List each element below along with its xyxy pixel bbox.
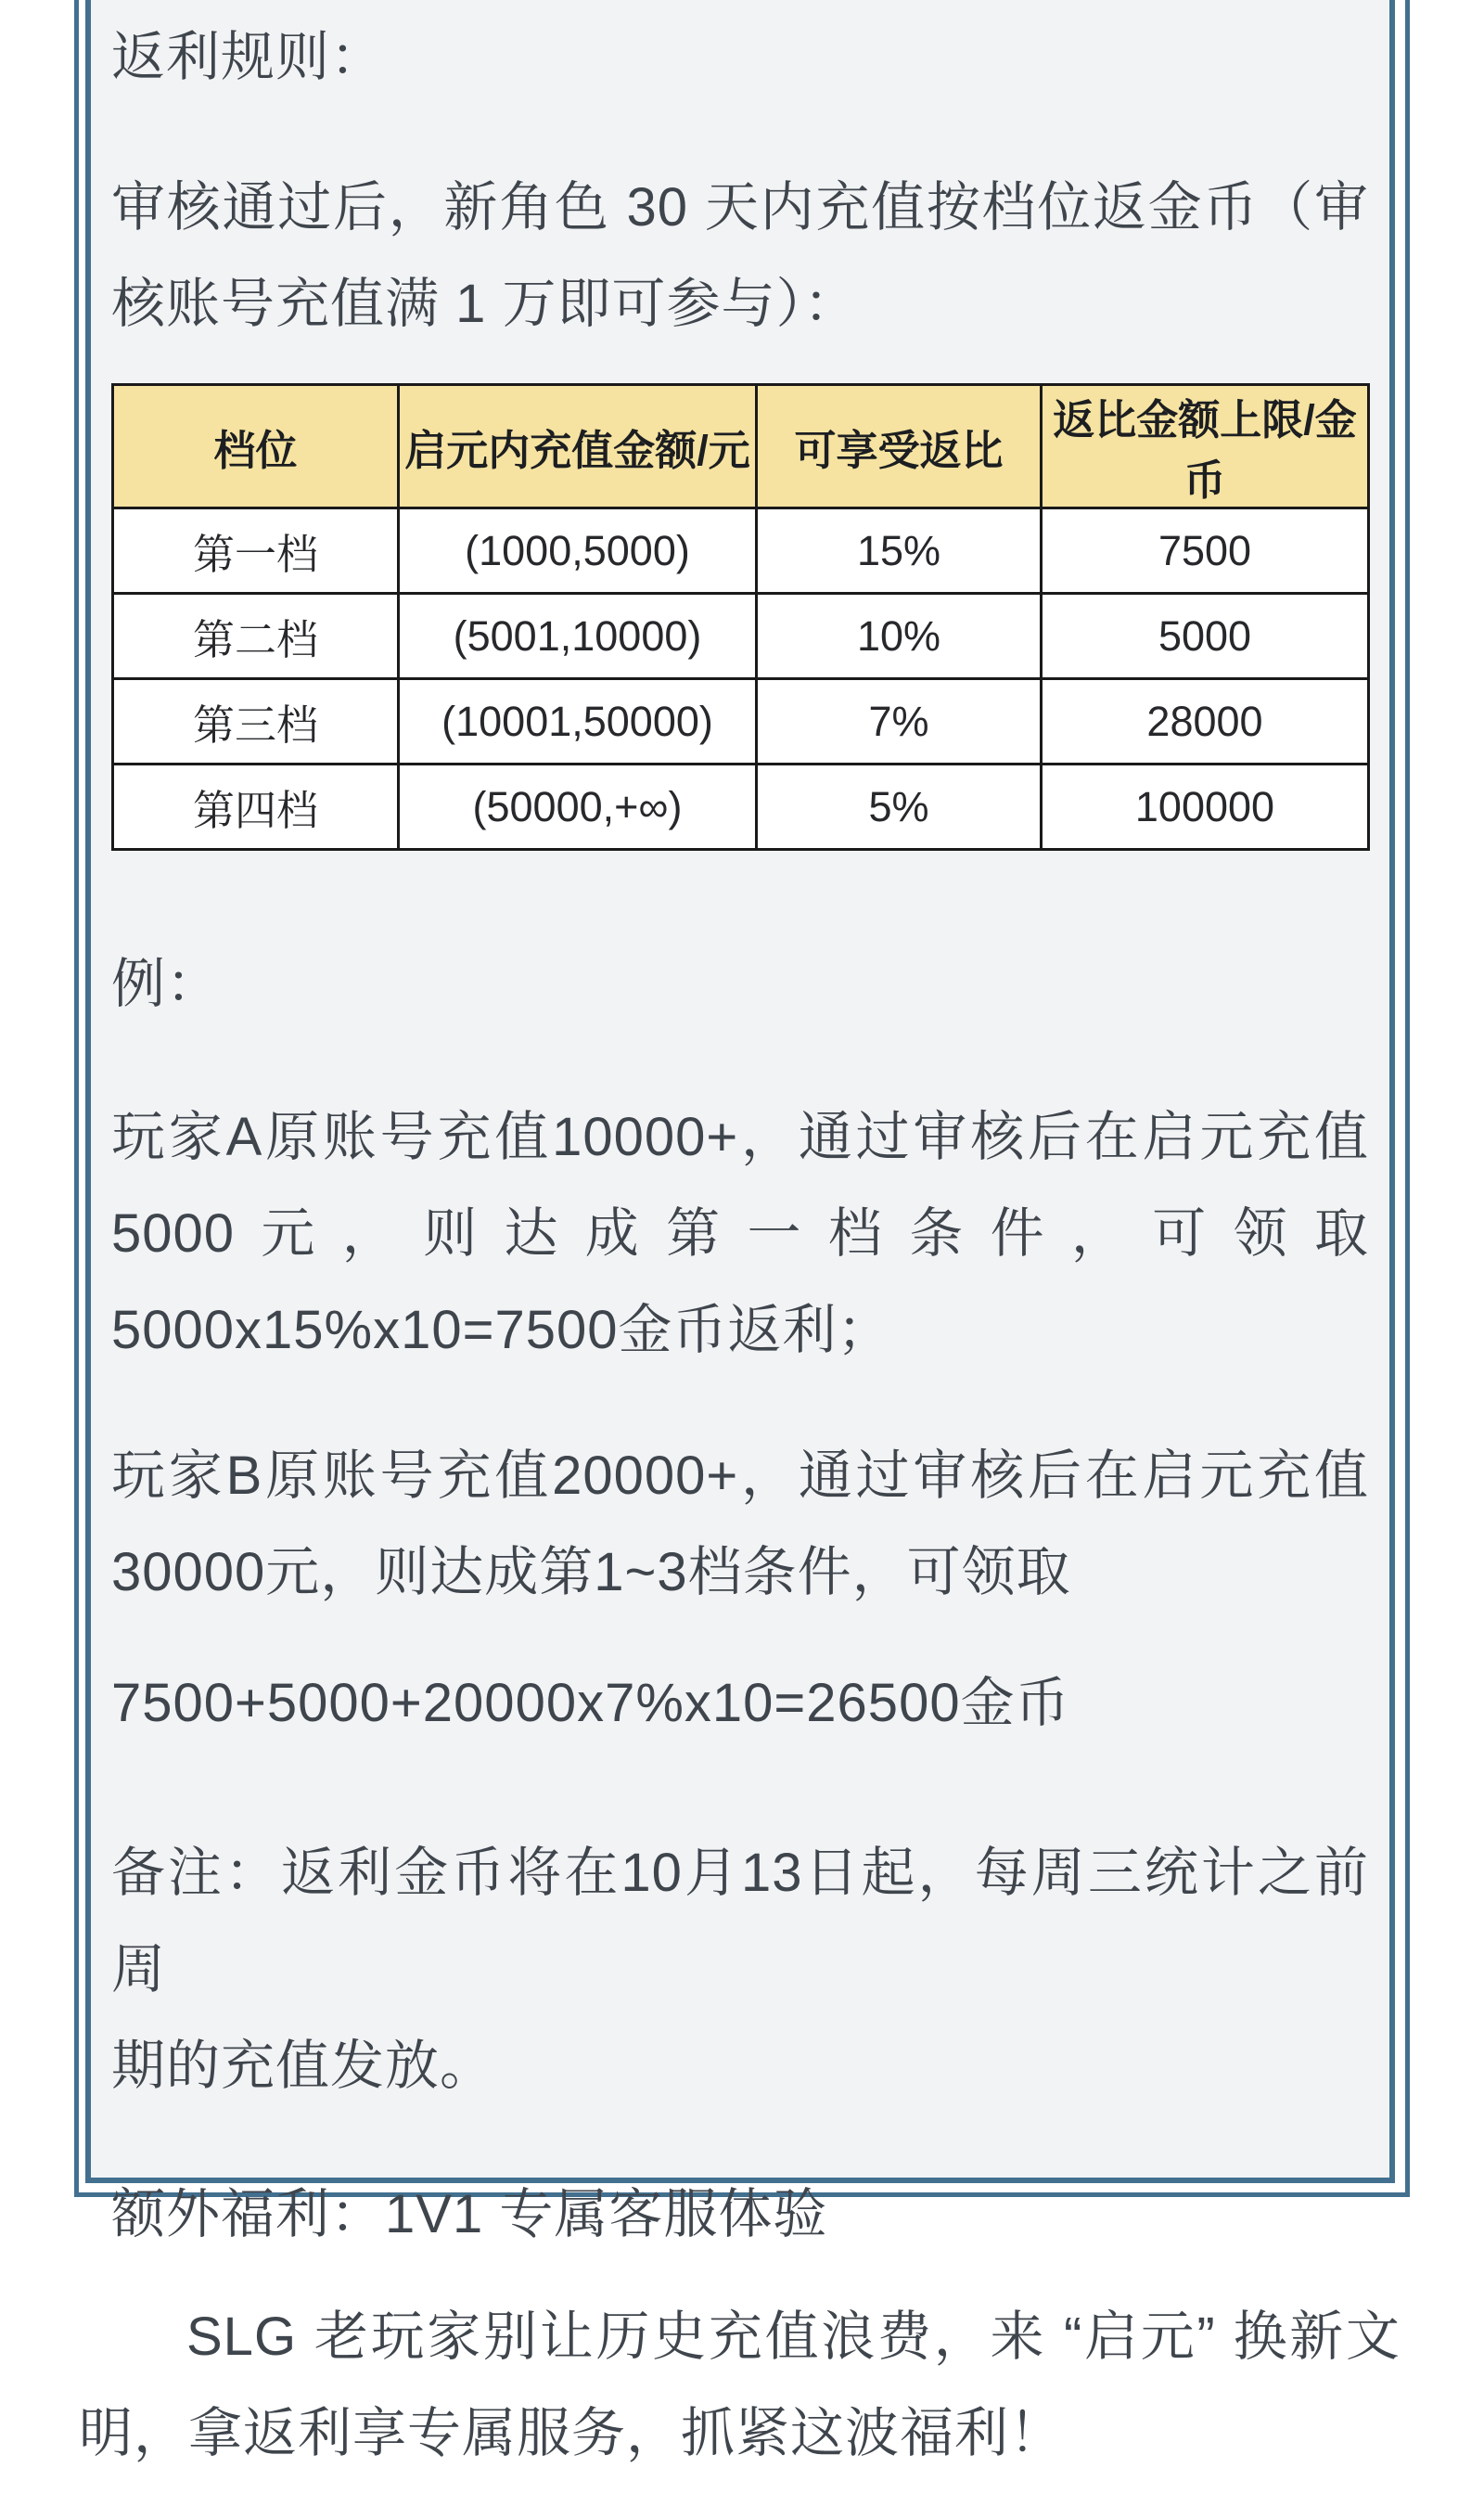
player-b-line-1: 玩家B原账号充值20000+，通过审核后在启元充值 — [111, 1446, 1369, 1506]
table-cell: (50000,+∞) — [399, 765, 757, 850]
content-panel — [85, 0, 1395, 2244]
table-cell: (10001,50000) — [399, 679, 757, 765]
player-a-line-1: 玩家A原账号充值10000+，通过审核后在启元充值 — [111, 1107, 1369, 1167]
table-row — [113, 594, 1369, 679]
table-cell: 第一档 — [113, 508, 399, 594]
table-cell: 5% — [757, 765, 1042, 850]
header-tier: 档位 — [113, 385, 399, 508]
header-recharge-amount: 启元内充值金额/元 — [399, 385, 757, 508]
player-a-line-3: 5000x15%x10=7500金币返利； — [111, 1300, 892, 1360]
extra-benefit: 额外福利：1V1 专属客服体验 — [111, 2184, 828, 2244]
table-cell: (5001,10000) — [399, 594, 757, 679]
note-line-2: 期的充值发放。 — [111, 2036, 495, 2096]
closing-paragraph — [79, 2289, 1401, 2482]
player-a-line-2: 5000元，则达成第一档条件，可领取 — [111, 1203, 1369, 1264]
table-cell: (1000,5000) — [399, 508, 757, 594]
table-cell: 5000 — [1042, 594, 1369, 679]
intro-paragraph — [111, 160, 1369, 353]
closing-line-2: 明，拿返利享专属服务，抓紧这波福利！ — [79, 2403, 1065, 2463]
table-cell: 28000 — [1042, 679, 1369, 765]
table-cell: 10% — [757, 594, 1042, 679]
note-line-1: 备注：返利金币将在10月13日起，每周三统计之前周 — [111, 1843, 1369, 1999]
table-cell: 15% — [757, 508, 1042, 594]
table-cell: 7500 — [1042, 508, 1369, 594]
table-row — [113, 508, 1369, 594]
table-header-row — [113, 385, 1369, 508]
rebate-tier-table — [111, 383, 1370, 851]
table-cell: 7% — [757, 679, 1042, 765]
table-cell: 第四档 — [113, 765, 399, 850]
table-row — [113, 765, 1369, 850]
player-b-line-2: 30000元，则达成第1~3档条件，可领取 — [111, 1542, 1071, 1602]
intro-line-1: 审核通过后，新角色 30 天内充值按档位返金币（审 — [111, 177, 1369, 238]
table-row — [113, 679, 1369, 765]
table-cell: 第三档 — [113, 679, 399, 765]
note-paragraph — [111, 1825, 1369, 2114]
player-b-paragraph — [111, 1428, 1369, 1621]
rules-title: 返利规则： — [111, 27, 386, 87]
intro-line-2: 核账号充值满 1 万即可参与）： — [111, 274, 859, 334]
table-cell: 第二档 — [113, 594, 399, 679]
header-rebate-cap: 返比金额上限/金币 — [1042, 385, 1369, 508]
closing-line-1: SLG 老玩家别让历史充值浪费，来 “启元” 换新文 — [186, 2307, 1401, 2367]
header-rebate-rate: 可享受返比 — [757, 385, 1042, 508]
table-cell: 100000 — [1042, 765, 1369, 850]
player-a-paragraph — [111, 1089, 1369, 1379]
example-label: 例： — [111, 954, 222, 1014]
player-b-formula: 7500+5000+20000x7%x10=26500金币 — [111, 1673, 1070, 1733]
